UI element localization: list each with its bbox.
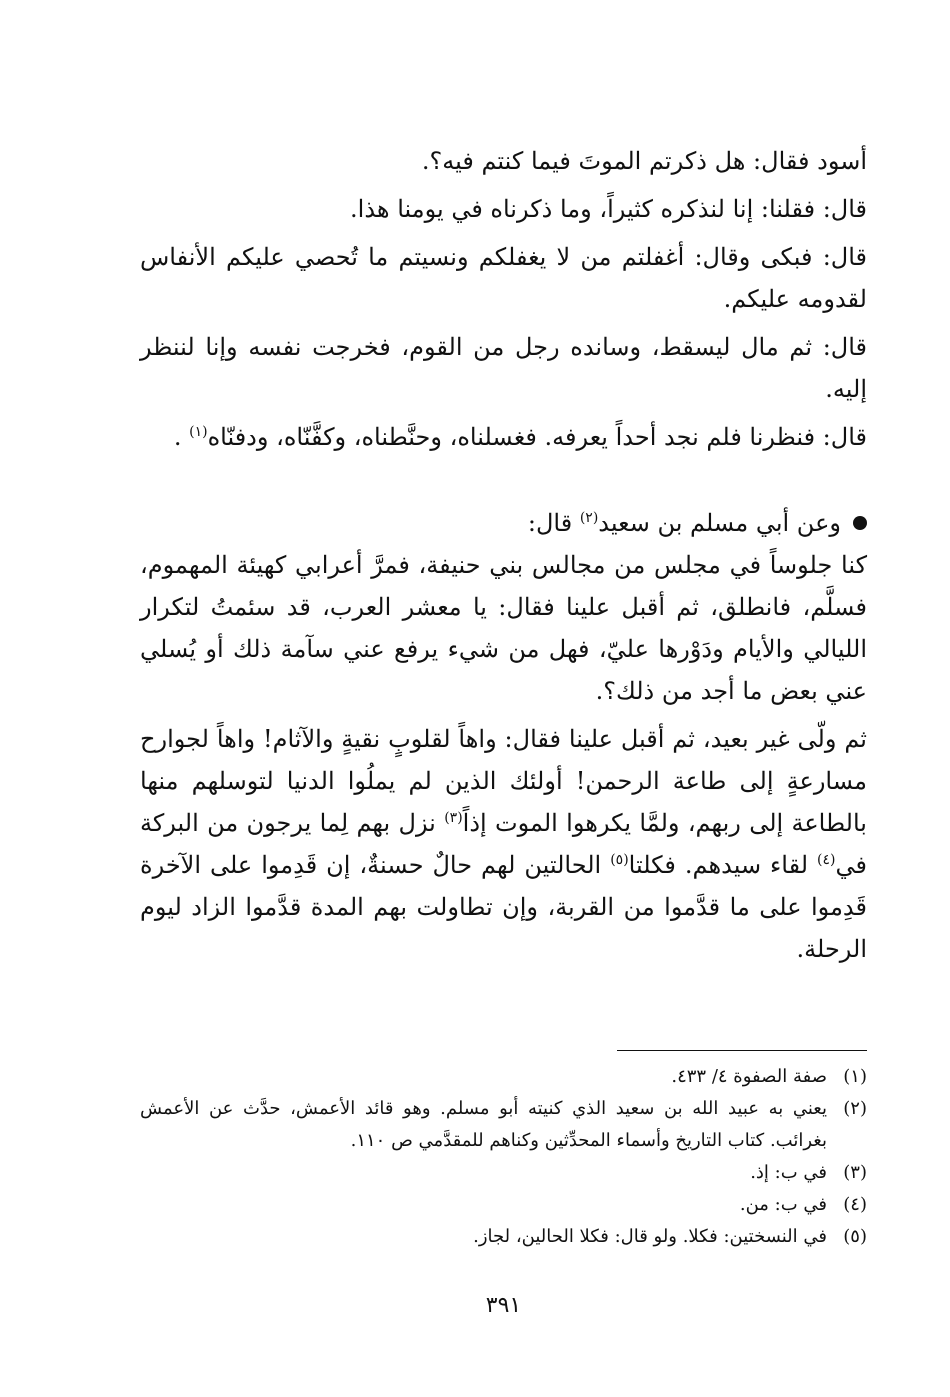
book-page xyxy=(140,140,867,1340)
footnote-ref-5[interactable]: (٥) xyxy=(610,852,629,868)
footnote-4-text: في ب: من. xyxy=(739,1194,827,1215)
footnote-1-text: صفة الصفوة ٤/ ٤٣٣. xyxy=(671,1066,827,1087)
section-spacer xyxy=(140,464,867,502)
paragraph-2-text: قال: فقلنا: إنا لنذكره كثيراً، وما ذكرناه في يومنا هذا. xyxy=(350,195,867,223)
footnotes-section xyxy=(140,1050,867,1253)
footnote-2-text: يعني به عبيد الله بن سعيد الذي كنيته أبو مسلم. وهو قائد الأعمش، حدَّث عن الأعمش بغرائب. كتاب التاريخ وأسماء المحدِّثين وكناهم للمقدَّمي ص ١١٠. xyxy=(140,1098,827,1151)
paragraph-1 xyxy=(140,140,867,182)
footnote-2-number: (٢) xyxy=(843,1098,867,1119)
paragraph-5 xyxy=(140,416,867,458)
footnote-1 xyxy=(140,1061,867,1093)
paragraph-4 xyxy=(140,326,867,410)
footnote-ref-1[interactable]: (١) xyxy=(189,424,208,440)
footnote-ref-3[interactable]: (٣) xyxy=(444,810,463,826)
section-paragraph-1 xyxy=(140,544,867,712)
footnote-divider xyxy=(617,1050,867,1051)
intro-after: قال: xyxy=(527,509,580,537)
footnote-5-number: (٥) xyxy=(843,1226,867,1247)
section-paragraph-2-part-b: نزل بهم لِما يرجون من البركة في xyxy=(140,809,867,879)
paragraph-3-text: قال: فبكى وقال: أغفلتم من لا يغفلكم ونسيتم ما تُحصي عليكم الأنفاس لقدومه عليكم. xyxy=(140,243,867,313)
section-paragraph-2-part-d: الحالتين لهم حالٌ حسنةٌ، إن قَدِموا على الآخرة قَدِموا على ما قدَّموا من القربة، وإن تطاولت بهم المدة قدَّموا الزاد ليوم الرحلة. xyxy=(140,851,867,963)
paragraph-5-end: . xyxy=(173,423,190,451)
footnote-ref-2[interactable]: (٢) xyxy=(579,510,599,526)
section-paragraph-2-part-c: لقاء سيدهم. فكلتا xyxy=(628,851,818,879)
footnote-4 xyxy=(140,1189,867,1221)
paragraph-4-text: قال: ثم مال ليسقط، وسانده رجل من القوم، فخرجت نفسه وإنا لننظر إليه. xyxy=(140,333,867,403)
footnote-3-text: في ب: إذ. xyxy=(750,1162,827,1183)
section-intro-text xyxy=(528,502,841,544)
section-paragraph-1-text: كنا جلوساً في مجلس من مجالس بني حنيفة، فمرَّ أعرابي كهيئة المهموم، فسلَّم، فانطلق، ثم أقبل علينا فقال: يا معشر العرب، قد سئمتُ لتكرار الليالي والأيام ودَوْرها عليّ، فهل من شيء يرفع عني سآمة ذلك أو يُسلي عني بعض ما أجد من ذلك؟. xyxy=(140,551,867,705)
footnote-5-text: في النسختين: فكلا. ولو قال: فكلا الحالين، لجاز. xyxy=(473,1226,827,1247)
footnote-ref-4[interactable]: (٤) xyxy=(817,852,836,868)
page-number: ٣٩١ xyxy=(485,1293,522,1318)
paragraph-2 xyxy=(140,188,867,230)
footnote-4-number: (٤) xyxy=(843,1194,867,1215)
paragraph-3 xyxy=(140,236,867,320)
section-paragraph-2-part-a: ثم ولّى غير بعيد، ثم أقبل علينا فقال: واهاً لقلوبٍ نقيةٍ والآثام! واهاً لجوارح مسارعةٍ إلى طاعة الرحمن! أولئك الذين لم يملُوا الدنيا لتوسلهم منها بالطاعة إلى ربهم، ولمَّا يكرهوا الموت إذاً xyxy=(140,725,867,837)
paragraph-1-text: أسود فقال: هل ذكرتم الموتَ فيما كنتم فيه؟. xyxy=(421,147,867,175)
footnote-1-number: (١) xyxy=(843,1066,867,1087)
footnote-5 xyxy=(140,1221,867,1253)
footnote-3-number: (٣) xyxy=(843,1162,867,1183)
section-paragraph-2 xyxy=(140,718,867,970)
footnote-3 xyxy=(140,1157,867,1189)
section-intro xyxy=(140,502,867,544)
paragraph-5-text: قال: فنظرنا فلم نجد أحداً يعرفه. فغسلناه، وحنَّطناه، وكفَّنّاه، ودفنّاه xyxy=(207,423,867,451)
intro-before: وعن أبي مسلم بن سعيد xyxy=(598,509,841,537)
bullet-icon xyxy=(853,516,867,530)
footnote-2 xyxy=(140,1093,867,1157)
